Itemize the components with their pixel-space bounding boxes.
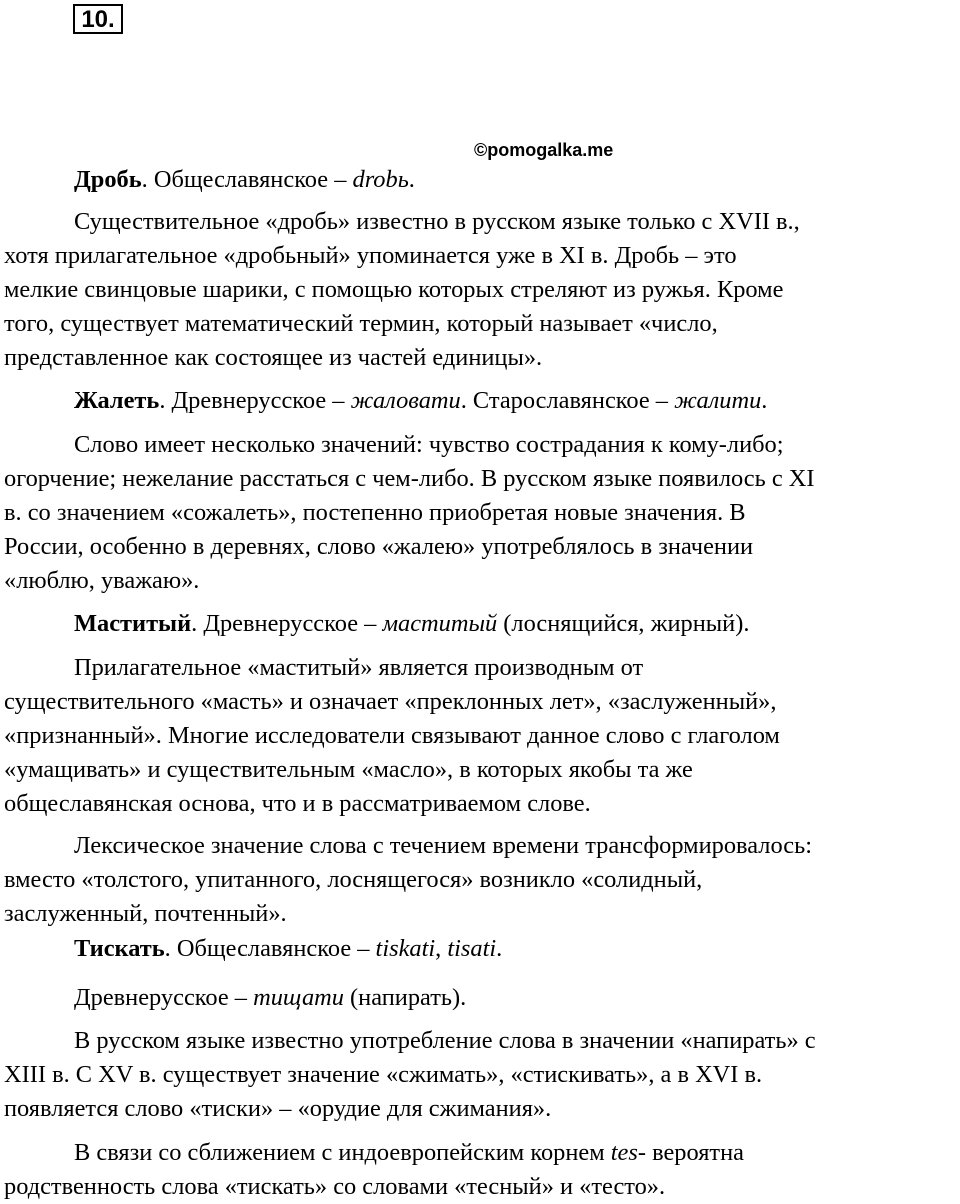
text-line: «признанный». Многие исследователи связывают данное слово с глаголом bbox=[4, 722, 780, 749]
term: Жалеть bbox=[74, 387, 160, 414]
text-line: Существительное «дробь» известно в русском языке только с XVII в., bbox=[74, 208, 800, 235]
text-line: XIII в. С XV в. существует значение «сжимать», «стискивать», а в XVI в. bbox=[4, 1061, 763, 1088]
text: , bbox=[435, 935, 448, 962]
text: . Общеславянское – bbox=[141, 166, 353, 193]
text: . bbox=[761, 387, 768, 414]
text-line: общеславянская основа, что и в рассматриваемом слове. bbox=[4, 790, 591, 817]
text-line: заслуженный, почтенный». bbox=[4, 900, 287, 927]
text: . Старославянское – bbox=[460, 387, 675, 414]
text-line: того, существует математический термин, который называет «число, bbox=[4, 310, 718, 337]
term: Дробь bbox=[74, 166, 142, 193]
etymon: жалити bbox=[674, 387, 762, 414]
text-line: «умащивать» и существительным «масло», в которых якобы та же bbox=[4, 756, 693, 783]
watermark: ©pomogalka.me bbox=[474, 140, 614, 160]
entry-drob-heading bbox=[4, 163, 960, 197]
text-line: «люблю, уважаю». bbox=[4, 567, 200, 594]
term: Тискать bbox=[74, 935, 165, 962]
text: . bbox=[408, 166, 415, 193]
text-line: хотя прилагательное «дробьный» упоминается уже в XI в. Дробь – это bbox=[4, 242, 737, 269]
text-line: России, особенно в деревнях, слово «жалею» употреблялось в значении bbox=[4, 533, 754, 560]
text: Древнерусское – bbox=[74, 984, 254, 1011]
text: вероятна bbox=[645, 1139, 744, 1166]
text-line: В русском языке известно употребление слова в значении «напирать» с bbox=[74, 1027, 816, 1054]
text: (лоснящийся, жирный). bbox=[497, 610, 750, 637]
text: . Древнерусское – bbox=[191, 610, 383, 637]
paragraph-tiskat-origin bbox=[4, 1136, 960, 1204]
paragraph-mastityy-description bbox=[4, 651, 960, 821]
term: Маститый bbox=[74, 610, 192, 637]
etymon: tiskati bbox=[375, 935, 436, 962]
text: В связи со сближением с индоевропейским корнем bbox=[74, 1139, 611, 1166]
text-line: Слово имеет несколько значений: чувство сострадания к кому-либо; bbox=[74, 431, 784, 458]
text: . Общеславянское – bbox=[164, 935, 376, 962]
text: . bbox=[496, 935, 503, 962]
task-number-box: 10. bbox=[73, 4, 123, 34]
paragraph-tiskat-description bbox=[4, 1024, 960, 1126]
paragraph-mastityy-meaning bbox=[4, 829, 960, 931]
paragraph-zhalet-description bbox=[4, 428, 960, 598]
etymon: tisati bbox=[447, 935, 497, 962]
text-line: представленное как состоящее из частей единицы». bbox=[4, 344, 543, 371]
text-line: вместо «толстого, упитанного, лоснящегося» возникло «солидный, bbox=[4, 866, 703, 893]
text: . Древнерусское – bbox=[159, 387, 351, 414]
paragraph-drob-description bbox=[4, 205, 960, 375]
etymon: маститый bbox=[382, 610, 498, 637]
text: (напирать). bbox=[343, 984, 467, 1011]
entry-zhalet-heading bbox=[4, 384, 960, 418]
text-line: огорчение; нежелание расстаться с чем-либо. В русском языке появилось с XI bbox=[4, 465, 815, 492]
entry-tiskat-heading bbox=[4, 932, 960, 966]
text-line: существительного «масть» и означает «преклонных лет», «заслуженный», bbox=[4, 688, 777, 715]
text-line: появляется слово «тиски» – «орудие для сжимания». bbox=[4, 1095, 552, 1122]
root: tes- bbox=[610, 1139, 646, 1166]
etymon: тищати bbox=[253, 984, 344, 1011]
text-line: Прилагательное «маститый» является производным от bbox=[74, 654, 644, 681]
text-line: родственность слова «тискать» со словами «тесный» и «тесто». bbox=[4, 1173, 666, 1200]
text-line: Лексическое значение слова с течением времени трансформировалось: bbox=[74, 832, 812, 859]
entry-tiskat-old-russian bbox=[4, 981, 960, 1015]
entry-mastityy-heading bbox=[4, 607, 960, 641]
text-line: мелкие свинцовые шарики, с помощью которых стреляют из ружья. Кроме bbox=[4, 276, 784, 303]
etymon: drobь bbox=[352, 166, 409, 193]
text-line: в. со значением «сожалеть», постепенно приобретая новые значения. В bbox=[4, 499, 746, 526]
etymon: жаловати bbox=[350, 387, 461, 414]
